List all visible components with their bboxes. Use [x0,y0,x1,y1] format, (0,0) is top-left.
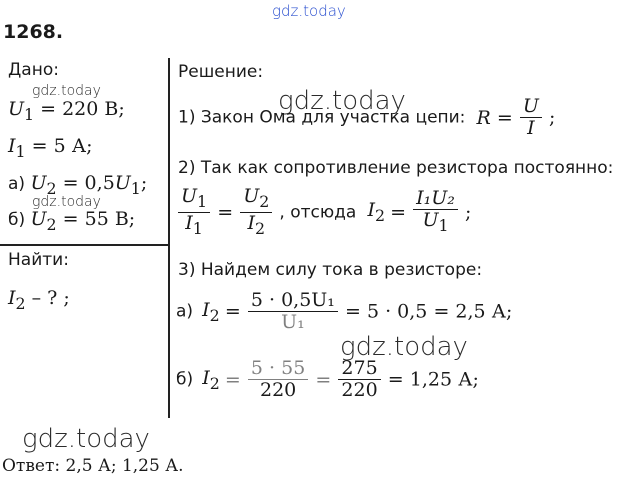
given-i1: $I_1 = 5$ А; [8,135,93,161]
step-3-case-b: б) $I_2$ = $\frac{5 \cdot 55}{220}$ = $\frac{275}{220}$ = 1,25 А; [176,357,479,401]
watermark-given-2: gdz.today [32,194,101,210]
problem-number: 1268. [3,21,64,43]
watermark-solution-1: gdz.today [278,86,406,116]
ratio-u1-i1: $\frac{U_1}{I_1}$ [178,186,210,239]
ratio-u2-i2: $\frac{U_2}{I_2}$ [240,186,272,239]
step-2-formula: $\frac{U_1}{I_1}$ = $\frac{U_2}{I_2}$ , отсюда $I_2$ = $\frac{\text{I₁U₂}}{U_1}$ ; [176,186,471,239]
find-title: Найти: [8,250,69,270]
case-a-fraction: $\frac{\text{5 · 0,5U₁}}{\text{U₁}}$ [248,290,338,333]
watermark-top: gdz.today [272,2,346,20]
case-b-fraction-2: $\frac{275}{220}$ [338,358,380,401]
ohm-law-fraction: $\frac{U}{I}$ [520,96,542,139]
solution-title: Решение: [178,62,264,82]
watermark-solution-2: gdz.today [340,332,468,362]
watermark-bottom: gdz.today [22,424,150,454]
case-b-fraction-1: $\frac{5 \cdot 55}{220}$ [248,358,308,401]
step-2-text: 2) Так как сопротивление резистора постоянно: [178,158,614,178]
find-target: $I_2$ – ? ; [8,287,70,313]
i2-formula-fraction: $\frac{\text{I₁U₂}}{U_1}$ [413,188,458,236]
given-case-b: б) $U_2 = 55$ В; [8,208,136,234]
step-3-text: 3) Найдем силу тока в резисторе: [178,260,483,280]
given-case-a: а) $U_2 = 0,5U_1$; [8,172,148,198]
answer: Ответ: 2,5 А; 1,25 А. [2,456,184,476]
vertical-divider [168,58,170,418]
step-3-case-a: а) $I_2$ = $\frac{\text{5 · 0,5U₁}}{\text{U₁}}$ = 5 · 0,5 = 2,5 А; [176,289,513,333]
given-u1: $U_1 = 220$ В; [8,98,125,124]
step-1: 1) Закон Ома для участка цепи: R = $\frac{U}{I}$ ; [178,95,556,139]
watermark-given-1: gdz.today [32,83,101,99]
given-title: Дано: [8,60,59,80]
given-find-divider [0,244,168,246]
